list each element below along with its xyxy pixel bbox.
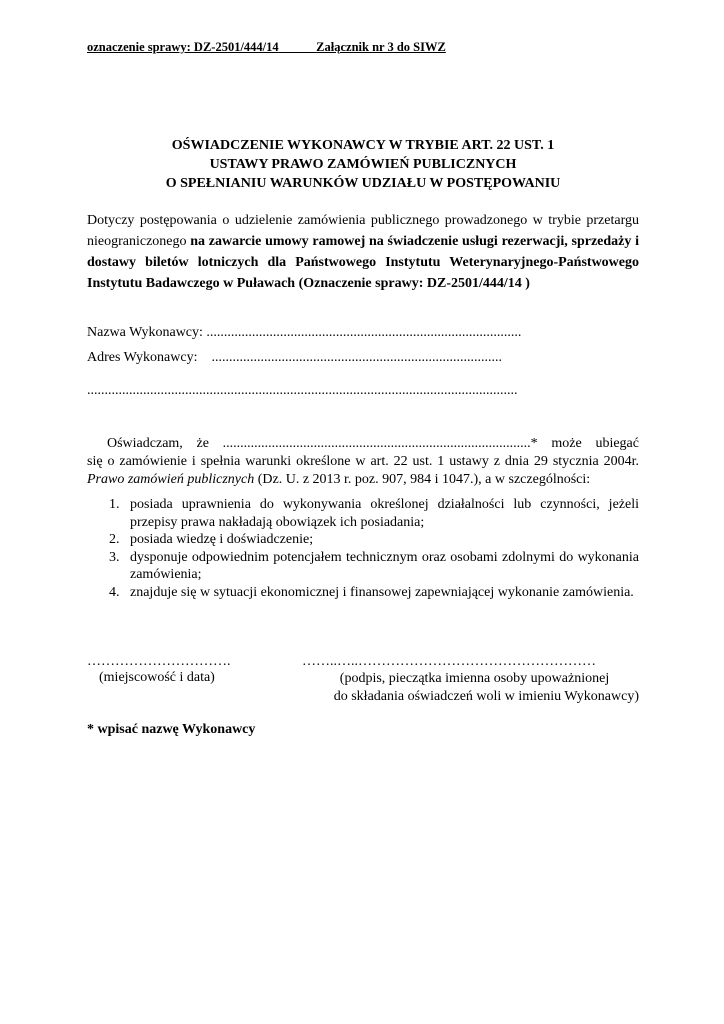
case-number: oznaczenie sprawy: DZ-2501/444/14 <box>87 40 279 54</box>
document-title <box>87 136 639 193</box>
list-item <box>87 496 639 531</box>
title-line-3: O SPEŁNIANIU WARUNKÓW UDZIAŁU W POSTĘPOWANIU <box>165 176 561 191</box>
intro-normal-text: Dotyczy postępowania o udzielenie zamówienia publicznego prowadzonego w trybie przetargu nieograniczonego <box>87 213 639 249</box>
signature-dots: ……..…..…………………………………………… <box>302 654 596 669</box>
list-item <box>87 531 639 549</box>
document-header <box>87 40 446 55</box>
list-item <box>87 584 639 602</box>
contractor-name-field: Nazwa Wykonawcy: .......................................................................................... <box>87 325 522 340</box>
list-item-number: 2. <box>109 532 120 547</box>
declaration-paragraph <box>87 435 639 489</box>
signature-caption <box>300 670 639 706</box>
list-item-text: posiada uprawnienia do wykonywania określonej działalności lub czynności, jeżeli przepisy prawa nakładają obowiązek ich posiadania; <box>130 497 639 530</box>
declaration-line-3 <box>87 472 590 487</box>
place-date-dots: …………………………. <box>87 654 231 669</box>
act-reference: (Dz. U. z 2013 r. poz. 907, 984 i 1047.), a w szczególności: <box>254 472 591 487</box>
act-name: Prawo zamówień publicznych <box>87 472 255 487</box>
declaration-line-2: się o zamówienie i spełnia warunki określone w art. 22 ust. 1 ustawy z dnia 29 stycznia 2004r. <box>87 454 639 469</box>
title-line-1: OŚWIADCZENIE WYKONAWCY W TRYBIE ART. 22 UST. 1 <box>171 138 555 153</box>
signature-caption-line-1: (podpis, pieczątka imienna osoby upoważnionej <box>339 671 610 686</box>
list-item-number: 3. <box>109 549 120 565</box>
intro-paragraph <box>87 210 639 294</box>
list-item-number: 1. <box>109 497 120 512</box>
attachment-label: Załącznik nr 3 do SIWZ <box>316 40 446 54</box>
title-line-2: USTAWY PRAWO ZAMÓWIEŃ PUBLICZNYCH <box>209 157 517 172</box>
list-item <box>87 549 639 584</box>
contractor-address-field: Adres Wykonawcy: ................................................................................... <box>87 350 502 365</box>
list-item-text: posiada wiedzę i doświadczenie; <box>130 532 314 547</box>
signature-caption-line-2: do składania oświadczeń woli w imieniu Wykonawcy) <box>333 689 639 704</box>
conditions-list <box>87 496 639 601</box>
footnote: * wpisać nazwę Wykonawcy <box>87 722 256 737</box>
list-item-text: dysponuje odpowiednim potencjałem technicznym oraz osobami zdolnymi do wykonania zamówienia; <box>130 549 639 582</box>
list-item-text: znajduje się w sytuacji ekonomicznej i finansowej zapewniającej wykonanie zamówienia. <box>130 584 634 600</box>
list-item-number: 4. <box>109 584 120 600</box>
place-date-caption: (miejscowość i data) <box>99 670 215 685</box>
declaration-line-1: Oświadczam, że ........................................................................................* może ubiegać <box>107 436 639 451</box>
intro-bold-text: na zawarcie umowy ramowej na świadczenie usługi rezerwacji, sprzedaży i dostawy biletów lotniczych dla Państwowego Instytutu Weterynaryjnego-Państwowego Instytutu Badawczego w Puławach (Oznaczenie sprawy: DZ-2501/444/14 ) <box>87 234 639 291</box>
contractor-extra-line: ........................................................................................................................... <box>87 383 518 398</box>
